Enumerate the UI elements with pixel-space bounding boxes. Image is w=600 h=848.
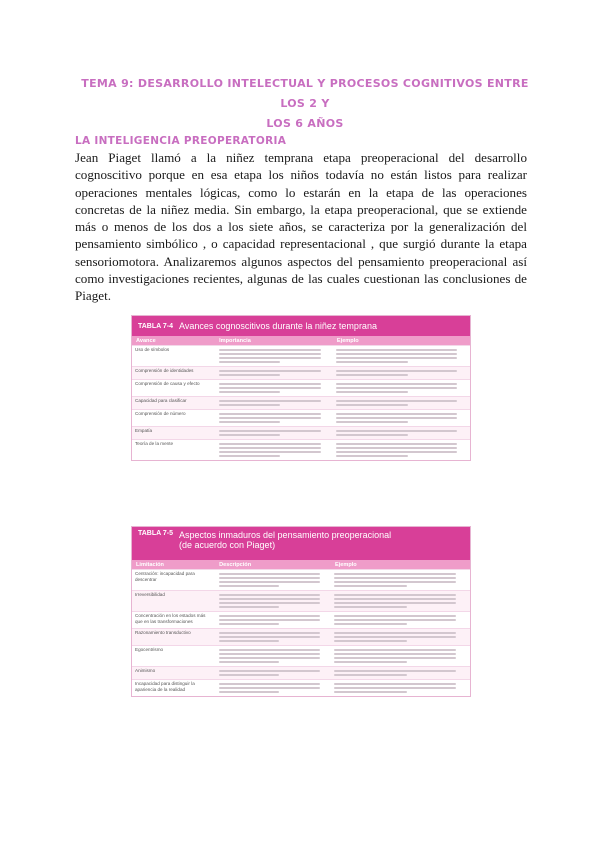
illegible-text-line xyxy=(336,391,408,393)
illegible-text-line xyxy=(219,585,279,587)
illegible-text-line xyxy=(336,383,456,385)
row-label: Empatía xyxy=(135,428,153,433)
illegible-text-line xyxy=(219,430,322,432)
table-row xyxy=(132,569,470,590)
row-description xyxy=(216,667,332,679)
row-description xyxy=(216,612,332,628)
row-description xyxy=(216,629,332,645)
row-label: Animismo xyxy=(135,668,156,673)
illegible-text-line xyxy=(334,581,456,583)
row-label: Egocentrismo xyxy=(135,647,164,652)
row-example xyxy=(331,570,470,590)
row-example xyxy=(333,380,470,396)
illegible-text-line xyxy=(219,447,322,449)
table-row xyxy=(132,590,470,611)
table-header xyxy=(132,316,470,336)
table-row xyxy=(132,439,470,460)
row-label: Centración: incapacidad para descentrar xyxy=(135,571,195,582)
table-row xyxy=(132,396,470,409)
illegible-text-line xyxy=(336,443,456,445)
illegible-text-line xyxy=(336,370,456,372)
illegible-text-line xyxy=(219,349,322,351)
illegible-text-line xyxy=(336,451,456,453)
row-label: Uso de símbolos xyxy=(135,347,170,352)
illegible-text-line xyxy=(334,577,456,579)
table-row xyxy=(132,666,470,679)
illegible-text-line xyxy=(219,413,322,415)
row-description xyxy=(216,570,332,590)
illegible-text-line xyxy=(219,573,320,575)
illegible-text-line xyxy=(219,602,320,604)
table-row xyxy=(132,409,470,426)
illegible-text-line xyxy=(334,636,456,638)
row-description xyxy=(216,427,334,439)
table-row xyxy=(132,366,470,379)
row-example xyxy=(333,440,470,460)
table-subtitle: (de acuerdo con Piaget) xyxy=(179,540,276,550)
row-description xyxy=(216,680,332,696)
row-example xyxy=(331,591,470,611)
illegible-text-line xyxy=(336,361,408,363)
table-label: TABLA 7-5 xyxy=(138,530,173,537)
table-cognitive-advances xyxy=(131,315,471,461)
illegible-text-line xyxy=(219,594,320,596)
column-header: Avance xyxy=(136,337,156,344)
illegible-text-line xyxy=(336,417,456,419)
illegible-text-line xyxy=(334,640,407,642)
row-description xyxy=(216,591,332,611)
row-example xyxy=(333,397,470,409)
illegible-text-line xyxy=(219,653,320,655)
illegible-text-line xyxy=(219,443,322,445)
table-columns xyxy=(132,560,470,569)
table-columns xyxy=(132,336,470,345)
illegible-text-line xyxy=(219,683,320,685)
illegible-text-line xyxy=(219,577,320,579)
table-header xyxy=(132,527,470,560)
illegible-text-line xyxy=(219,615,320,617)
illegible-text-line xyxy=(219,387,322,389)
illegible-text-line xyxy=(334,594,456,596)
illegible-text-line xyxy=(336,374,408,376)
illegible-text-line xyxy=(334,683,456,685)
illegible-text-line xyxy=(219,640,279,642)
illegible-text-line xyxy=(219,434,280,436)
document-title xyxy=(70,74,540,134)
illegible-text-line xyxy=(334,602,456,604)
table-row xyxy=(132,679,470,696)
illegible-text-line xyxy=(219,383,322,385)
illegible-text-line xyxy=(219,691,279,693)
illegible-text-line xyxy=(219,623,279,625)
table-title: Aspectos inmaduros del pensamiento preoperacional xyxy=(179,530,392,540)
row-description xyxy=(216,397,334,409)
table-row xyxy=(132,611,470,628)
row-label: Comprensión de número xyxy=(135,411,186,416)
illegible-text-line xyxy=(336,404,408,406)
illegible-text-line xyxy=(219,661,279,663)
illegible-text-line xyxy=(219,357,322,359)
illegible-text-line xyxy=(219,670,320,672)
row-label: Irreversibilidad xyxy=(135,592,165,597)
illegible-text-line xyxy=(334,657,456,659)
row-description xyxy=(216,367,334,379)
illegible-text-line xyxy=(219,361,280,363)
illegible-text-line xyxy=(219,606,279,608)
row-example xyxy=(333,346,470,366)
row-example xyxy=(331,646,470,666)
row-example xyxy=(331,629,470,645)
illegible-text-line xyxy=(336,357,456,359)
illegible-text-line xyxy=(219,404,280,406)
table-row xyxy=(132,379,470,396)
row-label: Razonamiento transductivo xyxy=(135,630,191,635)
illegible-text-line xyxy=(334,623,407,625)
illegible-text-line xyxy=(334,649,456,651)
illegible-text-line xyxy=(334,606,407,608)
table-row xyxy=(132,628,470,645)
illegible-text-line xyxy=(219,649,320,651)
row-example xyxy=(333,410,470,426)
illegible-text-line xyxy=(334,598,456,600)
row-description xyxy=(216,346,334,366)
illegible-text-line xyxy=(219,598,320,600)
illegible-text-line xyxy=(334,674,407,676)
illegible-text-line xyxy=(336,447,456,449)
illegible-text-line xyxy=(219,636,320,638)
row-label: Comprensión de identidades xyxy=(135,368,194,373)
illegible-text-line xyxy=(219,400,322,402)
illegible-text-line xyxy=(334,619,456,621)
illegible-text-line xyxy=(219,687,320,689)
table-immature-aspects xyxy=(131,526,471,697)
illegible-text-line xyxy=(219,657,320,659)
table-row xyxy=(132,426,470,439)
table-title-block xyxy=(179,530,391,550)
illegible-text-line xyxy=(219,674,279,676)
illegible-text-line xyxy=(336,455,408,457)
row-description xyxy=(216,440,334,460)
illegible-text-line xyxy=(334,615,456,617)
illegible-text-line xyxy=(334,661,407,663)
illegible-text-line xyxy=(219,374,280,376)
row-example xyxy=(331,667,470,679)
illegible-text-line xyxy=(334,653,456,655)
column-header: Descripción xyxy=(219,561,252,568)
title-line-2: LOS 6 AÑOS xyxy=(266,117,344,130)
illegible-text-line xyxy=(334,573,456,575)
column-header: Ejemplo xyxy=(334,561,357,568)
table-label: TABLA 7-4 xyxy=(138,322,173,330)
row-example xyxy=(331,680,470,696)
illegible-text-line xyxy=(334,691,407,693)
table-row xyxy=(132,645,470,666)
row-example xyxy=(331,612,470,628)
illegible-text-line xyxy=(219,451,322,453)
illegible-text-line xyxy=(334,687,456,689)
table-body xyxy=(132,345,470,460)
illegible-text-line xyxy=(336,387,456,389)
table-row xyxy=(132,345,470,366)
body-paragraph: Jean Piaget llamó a la niñez temprana etapa preoperacional del desarrollo cognoscitivo porque en esa etapa los niños todavía no están listos para realizar operaciones mentales lógicas, como lo estarán en la etapa de las operaciones concretas de la niñez media. Sin embargo, la etapa preoperacional, que se extiende más o menos de los dos a los siete años, se caracteriza por la generalización del pensamiento simbólico , o capacidad representacional , que surgió durante la etapa sensoriomotora. Analizaremos algunos aspectos del pensamiento preoperacional así como investigaciones recientes, algunas de las cuales cuestionan las conclusiones de Piaget. xyxy=(75,150,527,304)
row-example xyxy=(333,367,470,379)
illegible-text-line xyxy=(334,670,456,672)
illegible-text-line xyxy=(334,632,456,634)
table-title: Avances cognoscitivos durante la niñez temprana xyxy=(179,321,377,331)
title-line-1: TEMA 9: DESARROLLO INTELECTUAL Y PROCESOS COGNITIVOS ENTRE LOS 2 Y xyxy=(81,77,529,110)
illegible-text-line xyxy=(219,353,322,355)
illegible-text-line xyxy=(219,391,280,393)
row-label: Capacidad para clasificar xyxy=(135,398,187,403)
row-label: Teoría de la mente xyxy=(135,441,174,446)
illegible-text-line xyxy=(336,413,456,415)
row-example xyxy=(333,427,470,439)
illegible-text-line xyxy=(336,430,456,432)
illegible-text-line xyxy=(336,421,408,423)
illegible-text-line xyxy=(219,581,320,583)
column-header: Limitación xyxy=(136,561,164,568)
row-label: Concentración en los estados más que en las transformaciones xyxy=(135,613,206,624)
row-description xyxy=(216,380,334,396)
row-description xyxy=(216,410,334,426)
illegible-text-line xyxy=(336,353,456,355)
section-heading: LA INTELIGENCIA PREOPERATORIA xyxy=(75,135,287,147)
column-header: Ejemplo xyxy=(336,337,359,344)
illegible-text-line xyxy=(334,585,407,587)
column-header: Importancia xyxy=(219,337,251,344)
illegible-text-line xyxy=(336,400,456,402)
illegible-text-line xyxy=(336,349,456,351)
illegible-text-line xyxy=(219,421,280,423)
illegible-text-line xyxy=(219,632,320,634)
table-body xyxy=(132,569,470,696)
illegible-text-line xyxy=(219,619,320,621)
row-label: Comprensión de causa y efecto xyxy=(135,381,200,386)
illegible-text-line xyxy=(219,370,322,372)
illegible-text-line xyxy=(336,434,408,436)
illegible-text-line xyxy=(219,417,322,419)
row-description xyxy=(216,646,332,666)
row-label: Incapacidad para distinguir la apariencia de la realidad xyxy=(135,681,195,692)
illegible-text-line xyxy=(219,455,280,457)
